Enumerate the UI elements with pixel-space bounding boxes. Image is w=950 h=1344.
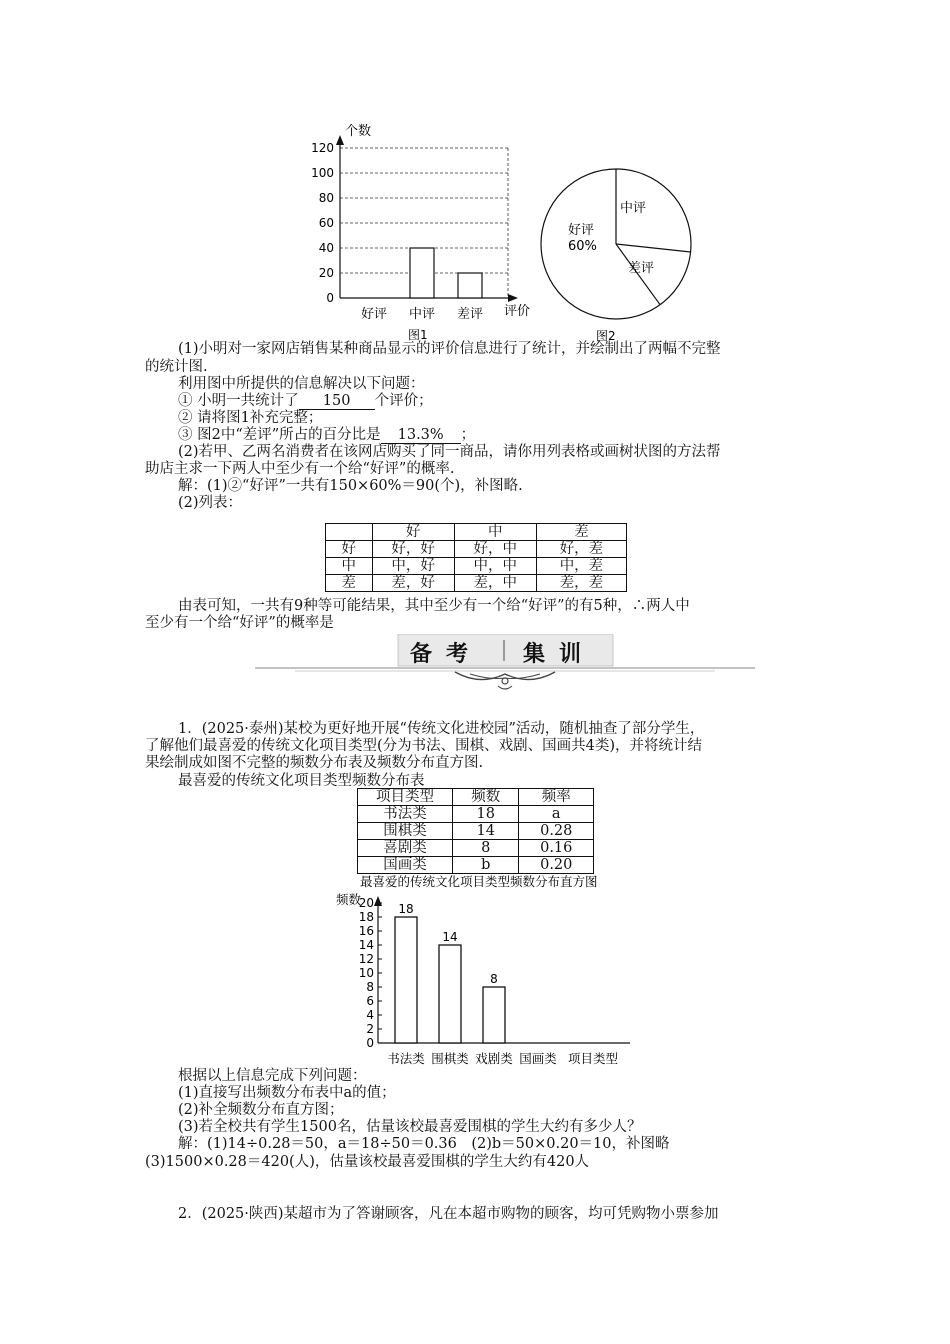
question-2: ② 请将图1补充完整； (178, 410, 323, 426)
histogram-xlabel: 项目类型 (568, 1051, 619, 1066)
histogram-y-tick-label: 16 (358, 924, 374, 938)
histogram-y-tick-label: 12 (358, 952, 374, 966)
q1-answer: 150 (299, 394, 375, 410)
histogram-bar (395, 917, 417, 1043)
histogram-title: 最喜爱的传统文化项目类型频数分布直方图 (360, 874, 598, 889)
table-cell: 围棋类 (358, 823, 453, 840)
table-row (326, 575, 627, 592)
histogram-y-tick-label: 6 (366, 994, 374, 1008)
table-cell: 8 (453, 840, 519, 857)
q1-line2: 了解他们最喜爱的传统文化项目类型(分为书法、围棋、戏剧、国画共4类)，并将统计结 (145, 738, 703, 754)
q1-after4: (3)若全校共有学生1500名，估量该校最喜爱围棋的学生大约有多少人？ (178, 1119, 642, 1135)
figure1-bar-chart (300, 115, 540, 345)
fig1-y-tick-label: 80 (318, 191, 334, 205)
histogram-x-tick-label: 围棋类 (431, 1051, 469, 1066)
problem-p2-line1: (2)若甲、乙两名消费者在该网店购买了同一商品，请你用列表格或画树状图的方法帮 (178, 444, 721, 460)
table-cell: 中，好 (372, 558, 454, 575)
table-row (358, 857, 594, 874)
problem-p1-line3: 利用图中所提供的信息解决以下问题： (178, 376, 425, 392)
table-cell: 差 (326, 575, 373, 592)
table-cell: 好 (326, 541, 373, 558)
table-row (326, 541, 627, 558)
fig1-xlabel: 评价 (504, 304, 531, 319)
table-cell: 项目类型 (358, 789, 453, 806)
table-row (358, 806, 594, 823)
table-cell: 中，中 (454, 558, 536, 575)
q1-prefix: ① 小明一共统计了 (178, 393, 299, 409)
table-cell: 好，好 (372, 541, 454, 558)
q1-after2: (1)直接写出频数分布表中a的值； (178, 1085, 396, 1101)
table-cell: 差，好 (372, 575, 454, 592)
outcome-table-header (326, 524, 627, 541)
table-cell: 频率 (519, 789, 594, 806)
pie-label-bad: 差评 (628, 261, 655, 276)
problem-p1-line1: (1)小明对一家网店销售某种商品显示的评价信息进行了统计，并绘制出了两幅不完整 (178, 341, 721, 357)
fig1-y-tick-label: 20 (318, 266, 334, 280)
fig1-bar (458, 273, 482, 298)
fig1-x-tick-label: 好评 (360, 307, 388, 322)
table-cell: 好 (372, 524, 454, 541)
histogram-y-tick-label: 0 (366, 1036, 374, 1050)
frequency-table (357, 788, 594, 874)
fig1-bar (410, 248, 434, 298)
histogram-bar (439, 945, 461, 1043)
question-1 (178, 392, 433, 410)
q1-suffix: 个评价； (374, 393, 433, 409)
histogram-y-tick-label: 2 (366, 1022, 374, 1036)
fig1-x-tick-label: 中评 (408, 307, 436, 322)
table-cell: a (519, 806, 594, 823)
pie-label-good: 好评 (568, 223, 595, 238)
table-cell: 差，差 (536, 575, 626, 592)
table-cell: 差 (536, 524, 626, 541)
fig1-x-arrow (508, 294, 518, 302)
fig2-caption: 图2 (596, 329, 616, 343)
fig1-y-tick-label: 60 (318, 216, 334, 230)
table-cell: 14 (453, 823, 519, 840)
table-cell (326, 524, 373, 541)
table-cell: 好，差 (536, 541, 626, 558)
fig1-y-arrow (336, 135, 344, 145)
histogram-y-tick-label: 4 (366, 1008, 374, 1022)
pie-label-good-pct: 60% (568, 239, 597, 254)
q1-after3: (2)补全频数分布直方图； (178, 1102, 344, 1118)
table-cell: 国画类 (358, 857, 453, 874)
fig1-ylabel: 个数 (345, 124, 372, 139)
q3-suffix: ； (460, 427, 476, 443)
banner-right-text: 集训 (523, 642, 596, 667)
table-row (358, 823, 594, 840)
table-cell: 频数 (453, 789, 519, 806)
table-cell: 书法类 (358, 806, 453, 823)
question-3 (178, 426, 475, 444)
histogram-y-tick-label: 20 (358, 896, 374, 910)
histogram-y-tick-label: 18 (358, 910, 374, 924)
conclusion-line1: 由表可知，一共有9种等可能结果，其中至少有一个给“好评”的有5种，∴两人中 (178, 598, 690, 614)
histogram-y-tick-label: 8 (366, 980, 374, 994)
histogram-x-tick-label: 书法类 (387, 1051, 425, 1066)
conclusion-line2: 至少有一个给“好评”的概率是 (145, 615, 334, 631)
fig1-y-tick-label: 40 (318, 241, 334, 255)
q1-after1: 根据以上信息完成下列问题： (178, 1068, 367, 1084)
solution-line2: (2)列表： (178, 495, 243, 511)
banner-left-text: 备考 (410, 642, 483, 667)
histogram-x-tick-label: 戏剧类 (475, 1051, 513, 1066)
fig1-caption: 图1 (408, 328, 428, 342)
q1-line1: 1．(2025·泰州)某校为更好地开展“传统文化进校园”活动，随机抽查了部分学生， (178, 721, 705, 737)
table-cell: 差，中 (454, 575, 536, 592)
histogram-data-label: 8 (490, 972, 498, 986)
fig1-x-tick-label: 差评 (456, 307, 484, 322)
banner-ornament (255, 634, 755, 694)
histogram-y-tick-label: 14 (358, 938, 374, 952)
q2-line1: 2．(2025·陕西)某超市为了答谢顾客，凡在本超市购物的顾客，均可凭购物小票参加 (178, 1206, 719, 1222)
q3-answer: 13.3% (381, 428, 461, 444)
table-cell: 0.20 (519, 857, 594, 874)
solution-line1: 解：(1)②“好评”一共有150×60%＝90(个)，补图略. (178, 478, 523, 494)
q1-solution-line1: 解：(1)14÷0.28＝50，a＝18÷50＝0.36 (2)b＝50×0.20＝10，补图略 (178, 1136, 670, 1152)
histogram-chart (330, 872, 660, 1072)
q1-solution-line2: (3)1500×0.28＝420(人)，估量该校最喜爱围棋的学生大约有420人 (145, 1154, 590, 1170)
fig1-y-tick-label: 0 (326, 291, 334, 305)
problem-p2-line2: 助店主求一下两人中至少有一个给“好评”的概率. (145, 461, 455, 477)
fig1-y-tick-label: 120 (311, 141, 334, 155)
table-cell: 好，中 (454, 541, 536, 558)
section-banner (255, 634, 755, 694)
histogram-data-label: 14 (442, 930, 458, 944)
outcome-table (325, 523, 627, 592)
table-cell: 中 (326, 558, 373, 575)
problem-p1-line2: 的统计图. (145, 359, 208, 375)
table-cell: 0.16 (519, 840, 594, 857)
table-cell: 中，差 (536, 558, 626, 575)
table-row (358, 840, 594, 857)
q1-table-title: 最喜爱的传统文化项目类型频数分布表 (178, 773, 425, 789)
pie-label-mid: 中评 (620, 201, 647, 216)
fig1-y-tick-label: 100 (311, 166, 334, 180)
q3-prefix: ③ 图2中“差评”所占的百分比是 (178, 427, 381, 443)
histogram-y-arrow (374, 896, 382, 906)
table-row (326, 558, 627, 575)
histogram-ylabel: 频数 (336, 892, 362, 907)
table-cell: b (453, 857, 519, 874)
histogram-data-label: 18 (398, 902, 414, 916)
table-cell: 喜剧类 (358, 840, 453, 857)
table-cell: 18 (453, 806, 519, 823)
table-cell: 0.28 (519, 823, 594, 840)
histogram-x-tick-label: 国画类 (519, 1051, 557, 1066)
figure2-pie-chart (530, 160, 710, 345)
table-cell: 中 (454, 524, 536, 541)
frequency-table-header (358, 789, 594, 806)
histogram-y-tick-label: 10 (358, 966, 374, 980)
histogram-bar (483, 987, 505, 1043)
q1-line3: 果绘制成如图不完整的频数分布表及频数分布直方图. (145, 755, 484, 771)
